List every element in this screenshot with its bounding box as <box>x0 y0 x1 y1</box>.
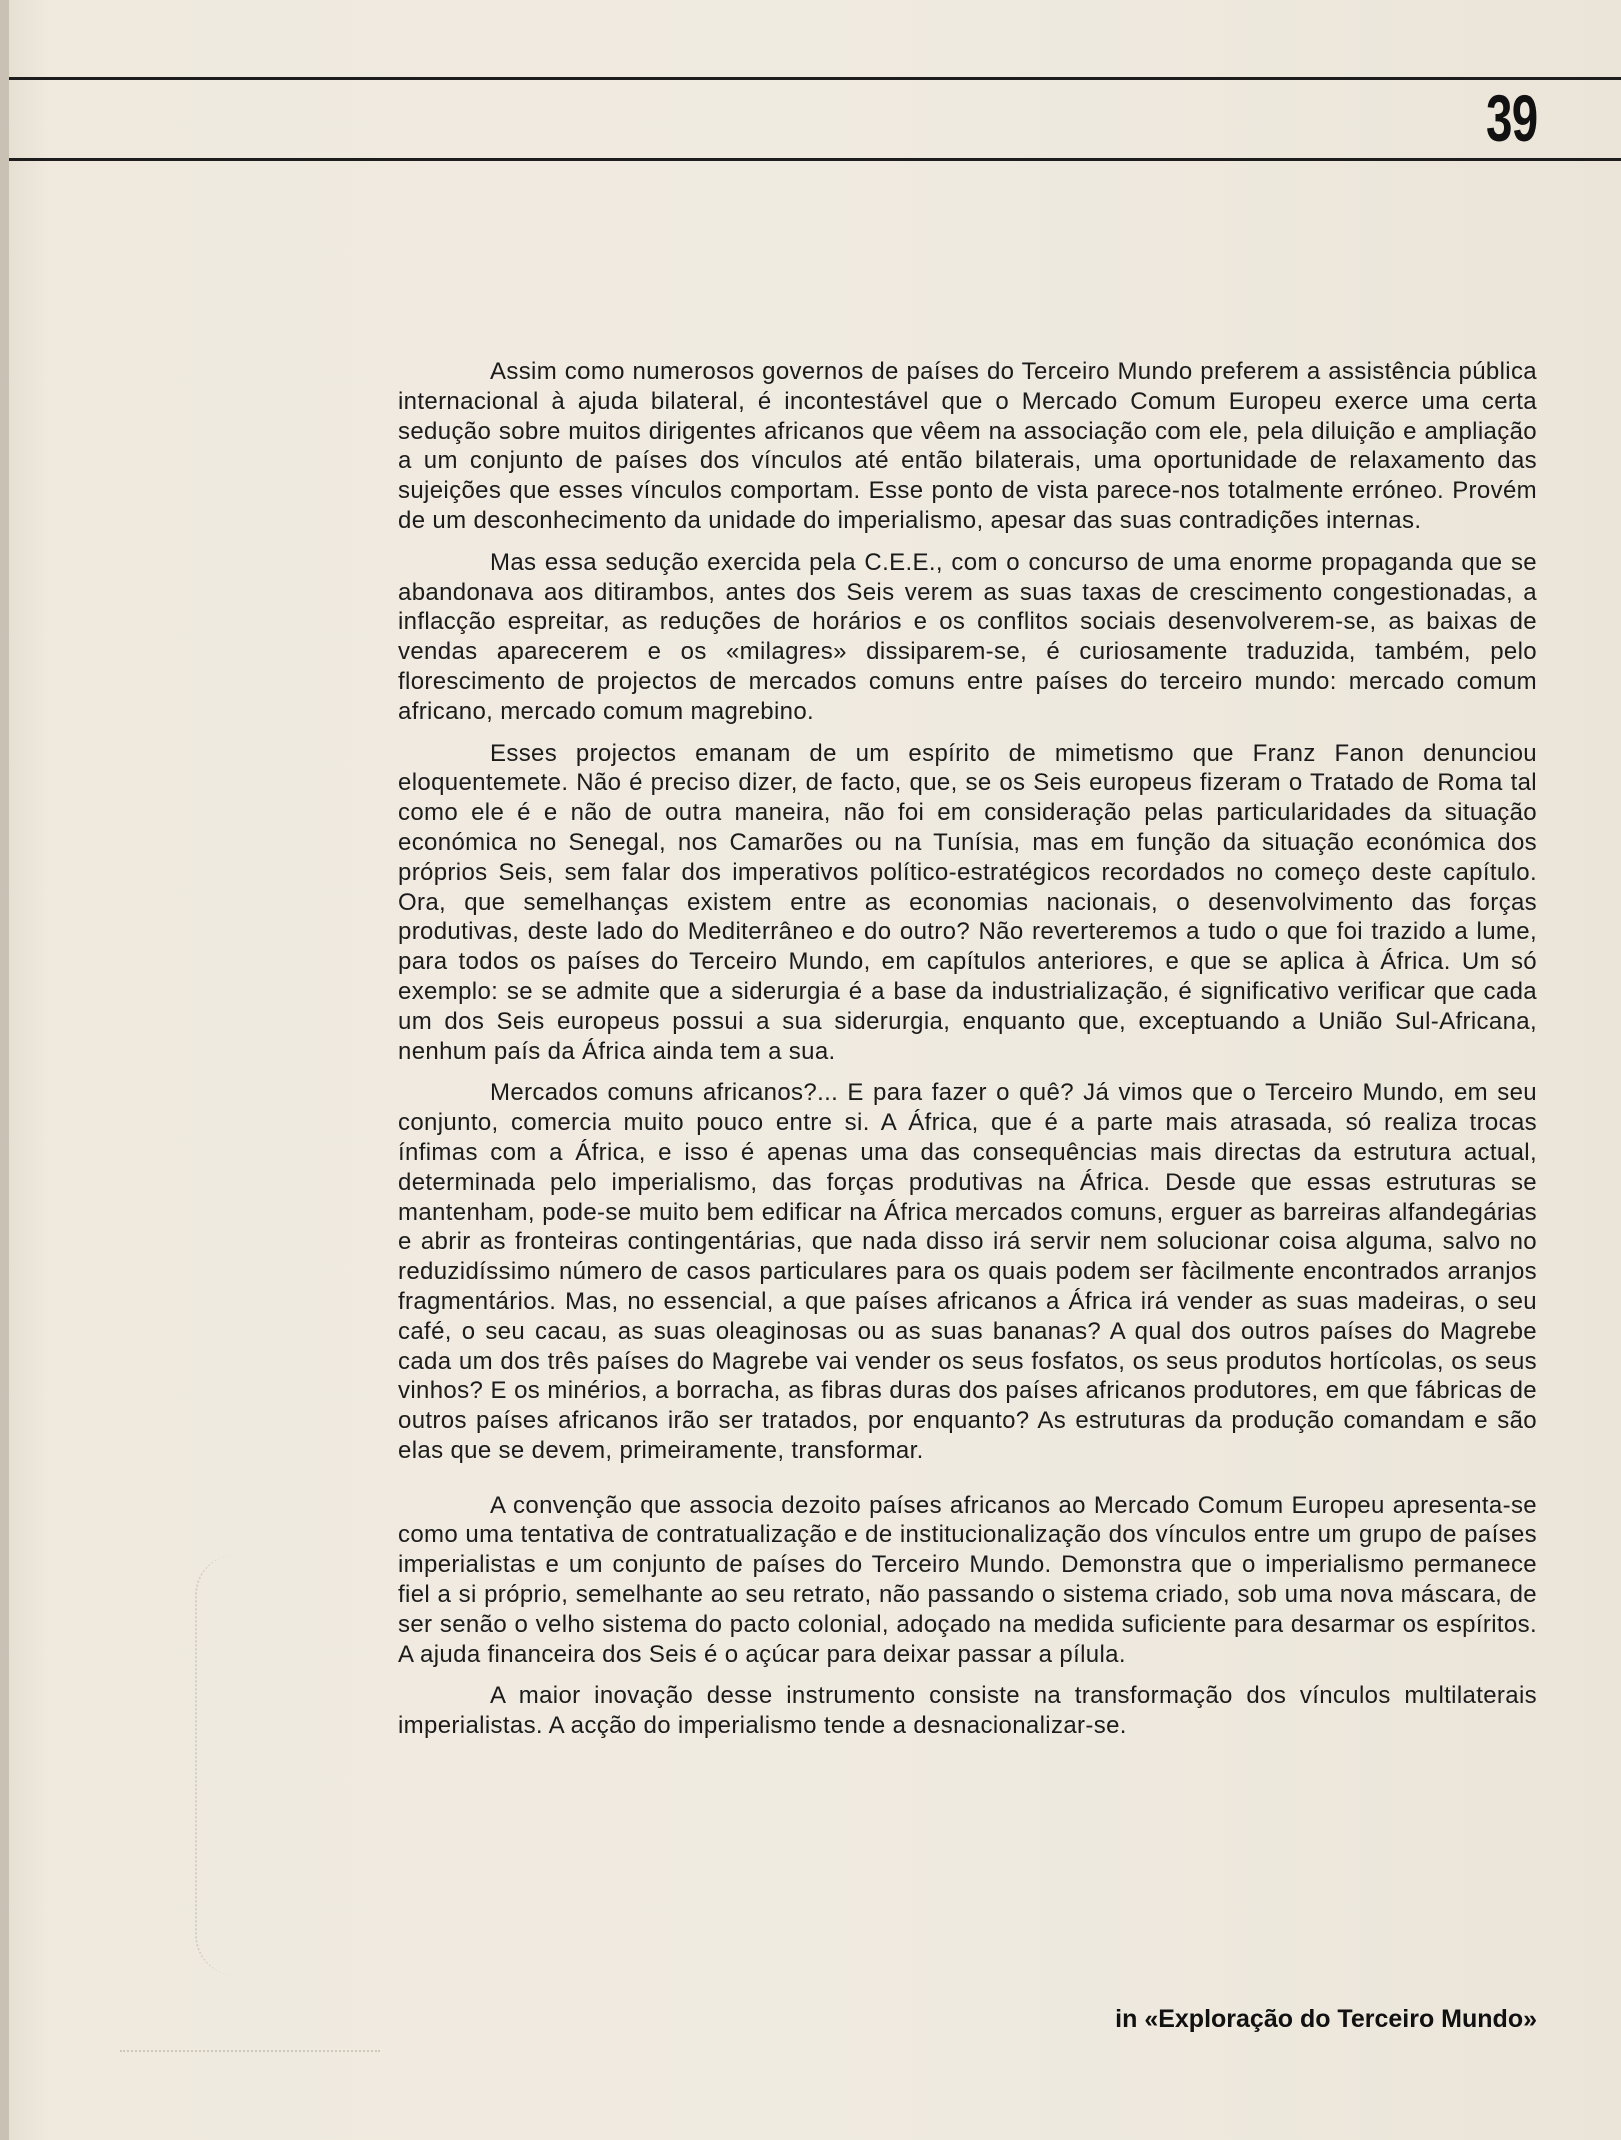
article-body <box>398 357 1537 1741</box>
article-paragraph: Assim como numerosos governos de países do Terceiro Mundo preferem a assistência pública internacional à ajuda bilateral, é incontestável que o Mercado Comum Europeu exerce uma certa sedução sobre muitos dirigentes africanos que vêem na associação com ele, pela diluição e ampliação a um conjunto de países dos vínculos até então bilaterais, uma oportunidade de relaxamento das sujeições que esses vínculos comportam. Esse ponto de vista parece-nos totalmente erróneo. Provém de um desconhecimento da unidade do imperialismo, apesar das suas contradições internas. <box>398 358 1537 534</box>
article-paragraph: A maior inovação desse instrumento consiste na transformação dos vínculos multilaterais imperialistas. A acção do imperialismo tende a desnacionalizar-se. <box>398 1682 1537 1740</box>
page-binding-edge <box>0 0 9 2140</box>
page-number: 39 <box>1485 81 1537 155</box>
header-rule-bottom <box>9 158 1621 161</box>
article-paragraph: A convenção que associa dezoito países africanos ao Mercado Comum Europeu apresenta-se como uma tentativa de contratualização e de institucionalização dos vínculos entre um grupo de países imperialistas e um conjunto de países do Terceiro Mundo. Demonstra que o imperialismo permanece fiel a si próprio, semelhante ao seu retrato, não passando o sistema criado, sob uma nova máscara, de ser senão o velho sistema do pacto colonial, adoçado na medida suficiente para desarmar os espíritos. A ajuda financeira dos Seis é o açúcar para deixar passar a pílula. <box>398 1491 1537 1668</box>
article-paragraph: Esses projectos emanam de um espírito de mimetismo que Franz Fanon denunciou eloquentemete. Não é preciso dizer, de facto, que, se os Seis europeus fizeram o Tratado de Roma tal como ele é e não de outra maneira, não foi em consideração pelas particularidades da situação económica no Senegal, nos Camarões ou na Tunísia, mas em função da situação económica dos próprios Seis, sem falar dos imperativos político-estratégicos recordados no começo deste capítulo. Ora, que semelhanças existem entre as economias nacionais, o desenvolvimento das forças produtivas, deste lado do Mediterrâneo e do outro? Não reverteremos a tudo o que foi trazido a lume, para todos os países do Terceiro Mundo, em capítulos anteriores, e que se aplica à África. Um só exemplo: se se admite que a siderurgia é a base da industrialização, é significativo verificar que cada um dos Seis europeus possui a sua siderurgia, enquanto que, exceptuando a União Sul-Africana, nenhum país da África ainda tem a sua. <box>398 739 1537 1065</box>
faint-bleed-through-line <box>120 2050 380 2052</box>
faint-bleed-through-mark <box>195 1555 377 1975</box>
source-citation: in «Exploração do Terceiro Mundo» <box>1115 2005 1537 2033</box>
article-paragraph: Mas essa sedução exercida pela C.E.E., com o concurso de uma enorme propaganda que se abandonava aos ditirambos, antes dos Seis verem as suas taxas de crescimento congestionadas, a inflacção espreitar, as reduções de horários e os conflitos sociais desenvolverem-se, as baixas de vendas aparecerem e os «milagres» dissiparem-se, é curiosamente traduzida, também, pelo florescimento de projectos de mercados comuns entre países do terceiro mundo: mercado comum africano, mercado comum magrebino. <box>398 548 1537 725</box>
header-rule-top <box>9 77 1621 80</box>
article-paragraph: Mercados comuns africanos?... E para fazer o quê? Já vimos que o Terceiro Mundo, em seu conjunto, comercia muito pouco entre si. A África, que é a parte mais atrasada, só realiza trocas ínfimas com a África, e isso é apenas uma das consequências mais directas da estrutura actual, determinada pelo imperialismo, das forças produtivas na África. Desde que essas estruturas se mantenham, pode-se muito bem edificar na África mercados comuns, erguer as barreiras alfandegárias e abrir as fronteiras contingentárias, que nada disso irá servir nem solucionar coisa alguma, salvo no reduzidíssimo número de casos particulares para os quais podem ser fàcilmente encontrados arranjos fragmentários. Mas, no essencial, a que países africanos a África irá vender as suas madeiras, o seu café, o seu cacau, as suas oleaginosas ou as suas bananas? A qual dos outros países do Magrebe cada um dos três países do Magrebe vai vender os seus fosfatos, os seus produtos hortícolas, os seus vinhos? E os minérios, a borracha, as fibras duras dos países africanos produtores, em que fábricas de outros países africanos irão ser tratados, por enquanto? As estruturas da produção comandam e são elas que se devem, primeiramente, transformar. <box>398 1079 1537 1464</box>
